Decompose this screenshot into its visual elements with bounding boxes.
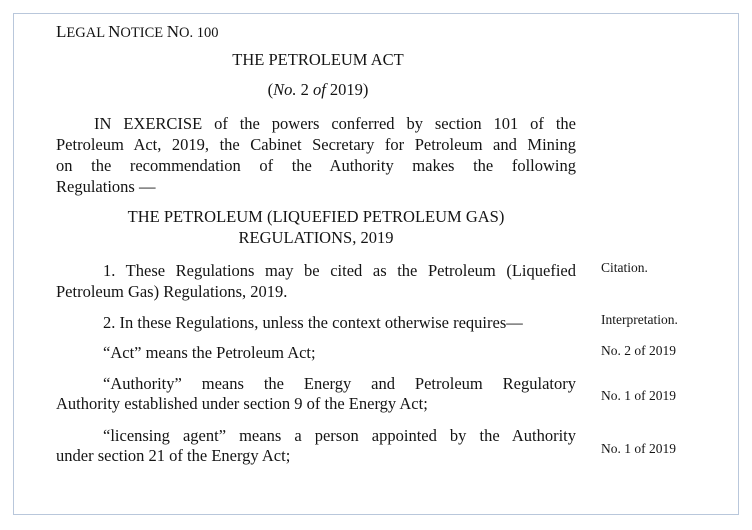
definition-licensing-agent-line-1: “licensing agent” means a person appointed by the Authority	[103, 426, 576, 445]
preamble-line-2: Petroleum Act, 2019, the Cabinet Secretary for Petroleum and Mining	[56, 135, 576, 154]
legal-notice-number: LEGAL NOTICE NO. 100	[56, 22, 219, 41]
definition-authority-line-2: Authority established under section 9 of the Energy Act;	[56, 394, 428, 413]
regulations-title-line-1: THE PETROLEUM (LIQUEFIED PETROLEUM GAS)	[127, 207, 505, 226]
definition-licensing-agent-line-2: under section 21 of the Energy Act;	[56, 446, 291, 465]
definition-act: “Act” means the Petroleum Act;	[103, 343, 316, 362]
margin-note-interpretation: Interpretation.	[601, 312, 678, 327]
act-title: THE PETROLEUM ACT	[232, 50, 404, 69]
section-1-line-1: 1. These Regulations may be cited as the Petroleum (Liquefied	[103, 261, 576, 280]
margin-note-licensing-agent-ref: No. 1 of 2019	[601, 441, 676, 456]
margin-note-authority-ref: No. 1 of 2019	[601, 388, 676, 403]
definition-authority-line-1: “Authority” means the Energy and Petroleum Regulatory	[103, 374, 576, 393]
margin-note-citation: Citation.	[601, 260, 648, 275]
preamble-line-4: Regulations —	[56, 177, 156, 196]
section-1-line-2: Petroleum Gas) Regulations, 2019.	[56, 282, 288, 301]
preamble-line-1: IN EXERCISE of the powers conferred by section 101 of the	[94, 114, 576, 133]
regulations-title-line-2: REGULATIONS, 2019	[238, 228, 394, 247]
act-number: (No. 2 of 2019)	[267, 80, 369, 99]
margin-note-act-ref: No. 2 of 2019	[601, 343, 676, 358]
preamble-line-3: on the recommendation of the Authority makes the following	[56, 156, 576, 175]
section-2-line-1: 2. In these Regulations, unless the context otherwise requires—	[103, 313, 523, 332]
